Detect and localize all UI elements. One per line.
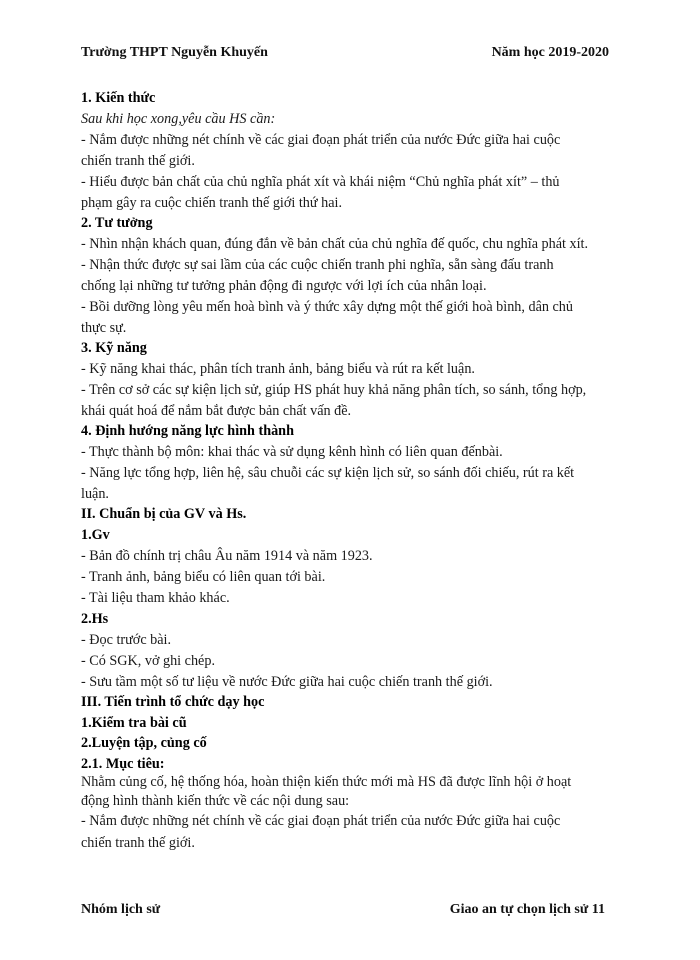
text-line: - Bồi dưỡng lòng yêu mến hoà bình và ý thức xây dựng một thế giới hoà bình, dân chủ — [81, 299, 573, 315]
text-line: khái quát hoá để nắm bắt được bản chất vấn đề. — [81, 403, 352, 419]
text-line: Nhằm củng cố, hệ thống hóa, hoàn thiện kiến thức mới mà HS đã được lĩnh hội ở hoạt — [81, 774, 572, 790]
text-line: thực sự. — [81, 320, 127, 336]
text-line: - Đọc trước bài. — [81, 632, 172, 648]
text-line: - Tranh ảnh, bảng biểu có liên quan tới bài. — [81, 569, 326, 585]
text-line: động hình thành kiến thức về các nội dung sau: — [81, 793, 350, 809]
text-line: - Thực thành bộ môn: khai thác và sử dụng kênh hình có liên quan đếnbài. — [81, 444, 503, 460]
section-heading: 1. Kiến thức — [81, 90, 156, 106]
intro-text: Sau khi học xong,yêu cầu HS cần: — [81, 111, 276, 127]
text-line: - Tài liệu tham khảo khác. — [81, 590, 230, 606]
text-line: chiến tranh thế giới. — [81, 153, 195, 169]
section-heading: 1.Kiểm tra bài cũ — [81, 715, 187, 731]
footer-title: Giao an tự chọn lịch sử 11 — [449, 902, 605, 917]
text-line: - Nhìn nhận khách quan, đúng đắn về bản chất của chủ nghĩa đế quốc, chu nghĩa phát xít. — [81, 236, 589, 252]
section-heading: 2. Tư tưởng — [81, 215, 153, 231]
text-line: phạm gây ra cuộc chiến tranh thế giới thứ hai. — [81, 195, 343, 211]
text-line: - Nắm được những nét chính về các giai đoạn phát triển của nước Đức giữa hai cuộc — [81, 132, 561, 148]
text-line: - Có SGK, vở ghi chép. — [81, 653, 215, 669]
section-heading: II. Chuẩn bị của GV và Hs. — [81, 506, 247, 522]
text-line: - Bản đồ chính trị châu Âu năm 1914 và năm 1923. — [81, 548, 373, 564]
section-heading: III. Tiến trình tổ chức dạy học — [81, 694, 265, 710]
text-line: - Trên cơ sở các sự kiện lịch sử, giúp HS phát huy khả năng phân tích, so sánh, tổng hợp, — [81, 382, 587, 398]
text-line: - Nhận thức được sự sai lầm của các cuộc chiến tranh phi nghĩa, sẵn sàng đấu tranh — [81, 257, 554, 273]
section-heading: 2.Hs — [81, 611, 109, 627]
text-line: - Sưu tầm một số tư liệu về nước Đức giữa hai cuộc chiến tranh thế giới. — [81, 674, 493, 690]
text-line: - Kỹ năng khai thác, phân tích tranh ảnh, bảng biểu và rút ra kết luận. — [81, 361, 475, 377]
section-heading: 2.Luyện tập, củng cố — [81, 735, 207, 751]
section-heading: 3. Kỹ năng — [81, 340, 147, 356]
text-line: luận. — [81, 486, 109, 502]
section-heading: 4. Định hướng năng lực hình thành — [81, 423, 294, 439]
footer-group: Nhóm lịch sử — [81, 902, 161, 917]
section-heading: 2.1. Mục tiêu: — [81, 756, 165, 772]
text-line: - Hiểu được bản chất của chủ nghĩa phát xít và khái niệm “Chủ nghĩa phát xít” – thủ — [81, 174, 560, 190]
text-line: chiến tranh thế giới. — [81, 835, 195, 851]
text-line: - Nắm được những nét chính về các giai đoạn phát triển của nước Đức giữa hai cuộc — [81, 813, 561, 829]
section-heading: 1.Gv — [81, 527, 110, 543]
header-school: Trường THPT Nguyễn Khuyến — [81, 45, 268, 60]
header-school-year: Năm học 2019-2020 — [491, 45, 609, 60]
text-line: - Năng lực tổng hợp, liên hệ, sâu chuỗi các sự kiện lịch sử, so sánh đối chiếu, rút ra kết — [81, 465, 575, 481]
text-line: chống lại những tư tưởng phản động đi ngược với lợi ích của nhân loại. — [81, 278, 487, 294]
